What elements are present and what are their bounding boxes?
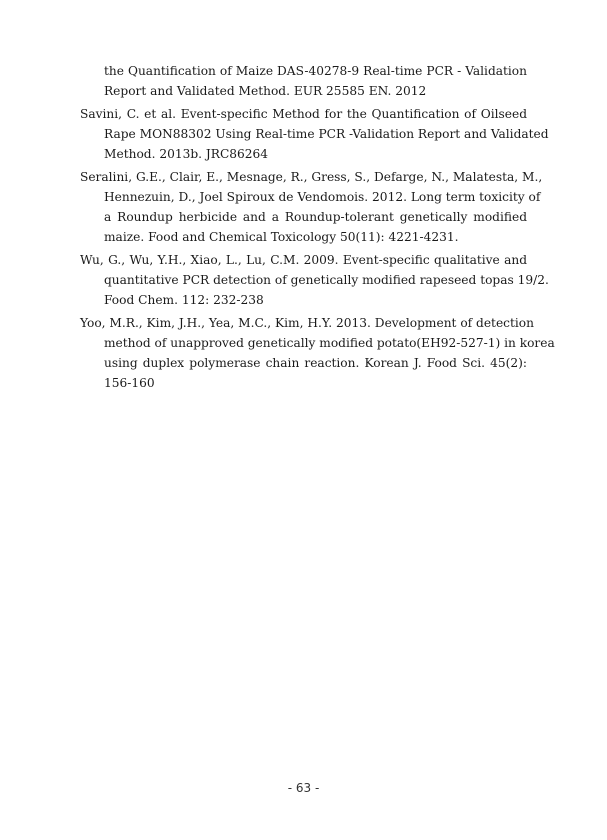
reference-entry (80, 167, 543, 247)
reference-line: Savini, C. et al. Event-specific Method for the Quantification of Oilseed (80, 107, 527, 121)
reference-entry (80, 250, 549, 310)
reference-line: Wu, G., Wu, Y.H., Xiao, L., Lu, C.M. 2009. Event-specific qualitative and (80, 253, 527, 267)
reference-line: Hennezuin, D., Joel Spiroux de Vendomois. 2012. Long term toxicity of (104, 190, 541, 204)
reference-entry (80, 61, 527, 101)
reference-line: maize. Food and Chemical Toxicology 50(11): 4221-4231. (104, 230, 459, 244)
reference-line: method of unapproved genetically modified potato(EH92-527-1) in korea (104, 336, 555, 350)
reference-line: a Roundup herbicide and a Roundup-tolerant genetically modified (104, 210, 527, 224)
reference-line: Method. 2013b. JRC86264 (104, 147, 269, 161)
reference-line: using duplex polymerase chain reaction. Korean J. Food Sci. 45(2): (104, 356, 527, 370)
reference-line: Food Chem. 112: 232-238 (104, 293, 264, 307)
reference-list (80, 61, 555, 396)
reference-line: the Quantification of Maize DAS-40278-9 Real-time PCR - Validation (104, 64, 527, 78)
reference-entry (80, 104, 549, 164)
reference-line: Yoo, M.R., Kim, J.H., Yea, M.C., Kim, H.Y. 2013. Development of detection (80, 316, 534, 330)
reference-entry (80, 313, 555, 393)
reference-line: quantitative PCR detection of genetically modified rapeseed topas 19/2. (104, 273, 549, 287)
reference-line: Seralini, G.E., Clair, E., Mesnage, R., Gress, S., Defarge, N., Malatesta, M., (80, 170, 543, 184)
reference-line: 156-160 (104, 376, 155, 390)
reference-line: Rape MON88302 Using Real-time PCR -Validation Report and Validated (104, 127, 549, 141)
reference-line: Report and Validated Method. EUR 25585 EN. 2012 (104, 84, 427, 98)
page-number: - 63 - (287, 781, 320, 795)
